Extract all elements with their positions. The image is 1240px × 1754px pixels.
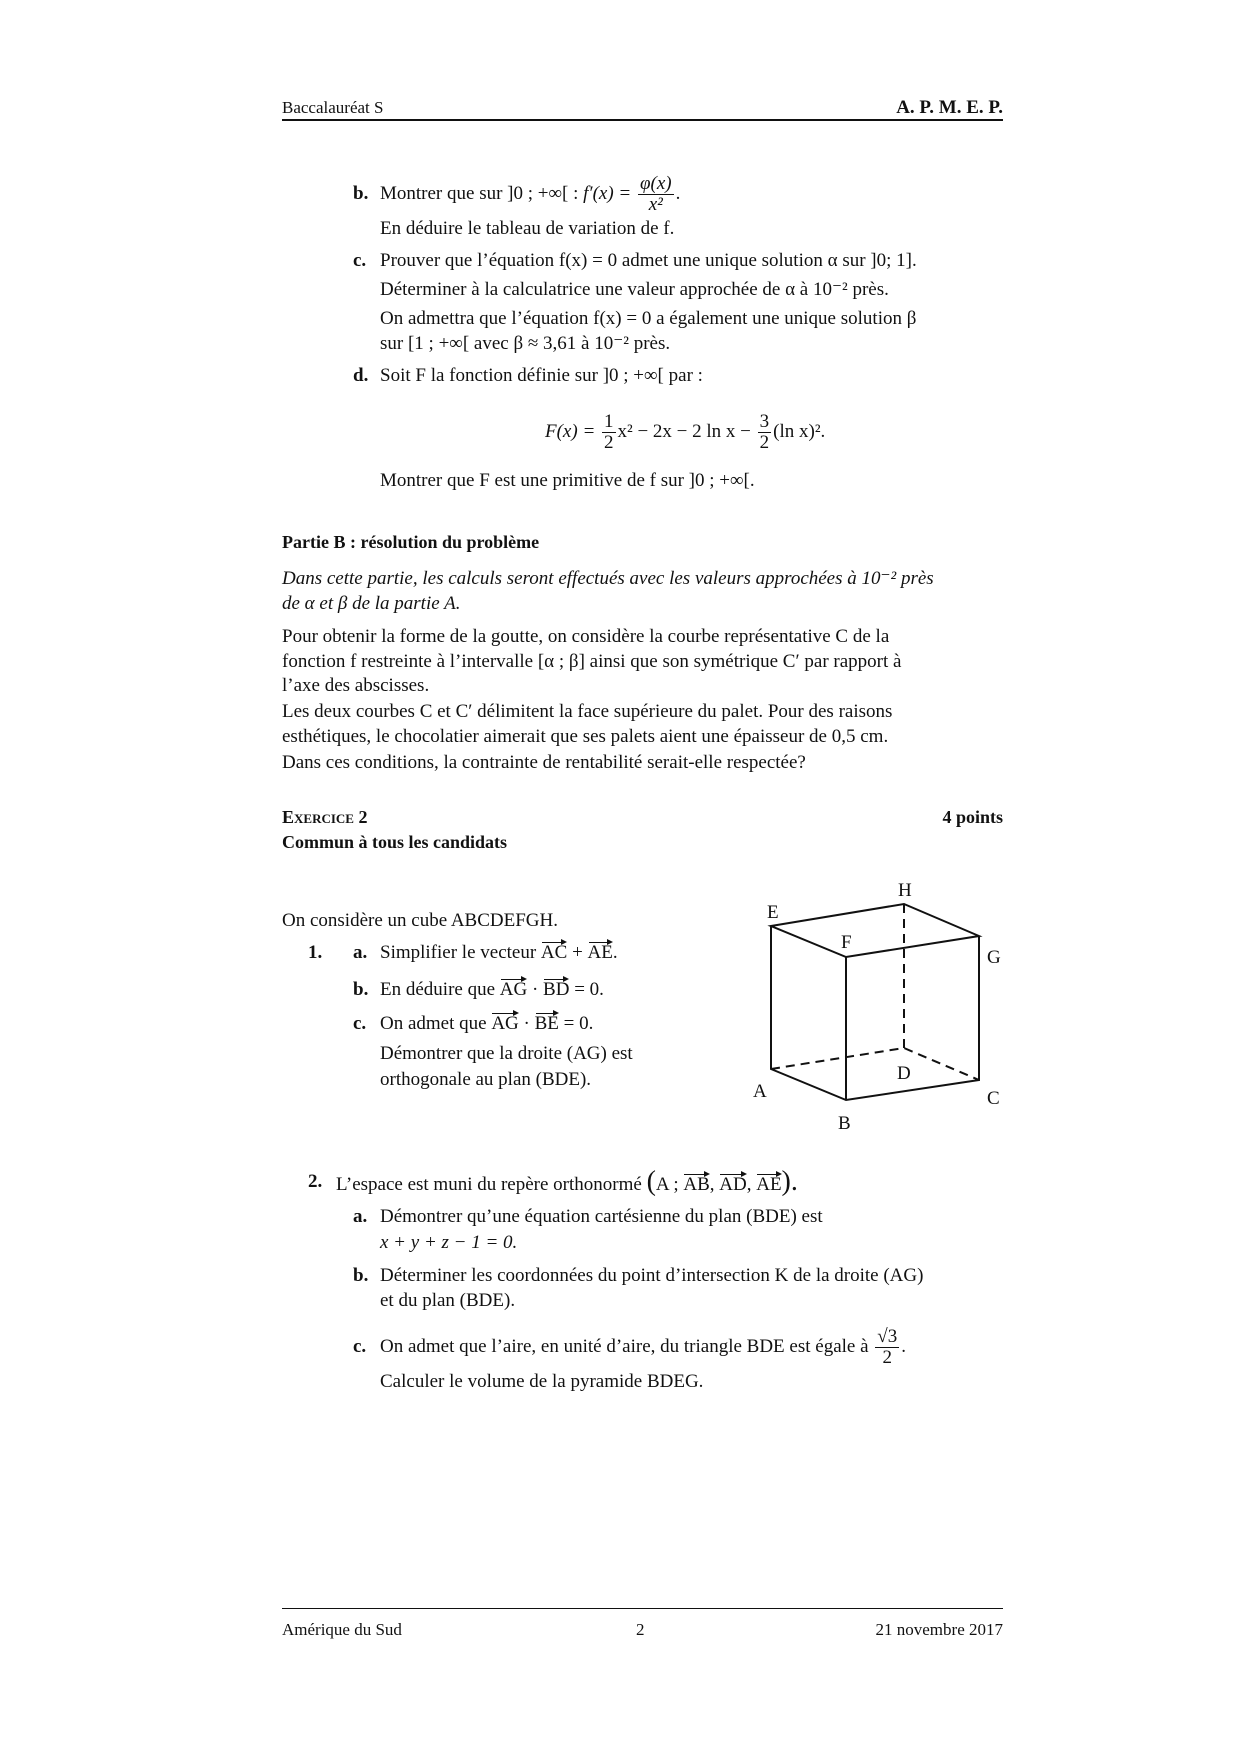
text: Simplifier le vecteur bbox=[380, 942, 541, 963]
text: . bbox=[612, 942, 618, 963]
text: (ln x)². bbox=[773, 421, 826, 442]
question-c-line1: Prouver que l’équation f(x) = 0 admet une unique solution α sur ]0; 1]. bbox=[380, 250, 917, 271]
partB-text: l’axe des abscisses. bbox=[282, 675, 430, 696]
q2a-line1: Démontrer qu’une équation cartésienne du plan (BDE) est bbox=[380, 1206, 823, 1227]
item-label-c: c. bbox=[353, 1013, 367, 1034]
q2c-line2: Calculer le volume de la pyramide BDEG. bbox=[380, 1371, 704, 1392]
text: ). bbox=[781, 1166, 798, 1197]
text: . bbox=[675, 183, 681, 204]
cube-label-E: E bbox=[767, 902, 779, 923]
exercise-points: 4 points bbox=[942, 807, 1003, 827]
header-right: A. P. M. E. P. bbox=[896, 97, 1003, 118]
q1c-line3: orthogonale au plan (BDE). bbox=[380, 1069, 592, 1090]
vector: AG bbox=[491, 1013, 519, 1034]
q2b-line2: et du plan (BDE). bbox=[380, 1290, 516, 1311]
q2b-line1: Déterminer les coordonnées du point d’intersection K de la droite (AG) bbox=[380, 1265, 924, 1286]
cube-label-B: B bbox=[838, 1113, 851, 1134]
q2a-equation: x + y + z − 1 = 0. bbox=[380, 1232, 518, 1253]
question-number-1: 1. bbox=[308, 942, 323, 963]
denominator: 2 bbox=[604, 432, 614, 454]
partB-text: Pour obtenir la forme de la goutte, on considère la courbe représentative C de la bbox=[282, 626, 890, 647]
question-b-line2: En déduire le tableau de variation de f. bbox=[380, 218, 675, 239]
cube-label-D: D bbox=[897, 1063, 911, 1084]
item-label-b: b. bbox=[353, 979, 369, 1000]
numerator: φ(x) bbox=[639, 173, 672, 195]
header-left: Baccalauréat S bbox=[282, 98, 384, 117]
question-d-line2: Montrer que F est une primitive de f sur ]0 ; +∞[. bbox=[380, 470, 755, 491]
question-c-line2: Déterminer à la calculatrice une valeur approchée de α à 10⁻² près. bbox=[380, 279, 889, 300]
text: A ; bbox=[655, 1174, 684, 1195]
vector: AE bbox=[756, 1174, 782, 1195]
text: En déduire que bbox=[380, 979, 500, 1000]
vector: AB bbox=[683, 1174, 710, 1195]
q2c bbox=[380, 1323, 906, 1371]
partB-text: esthétiques, le chocolatier aimerait que ses palets aient une épaisseur de 0,5 cm. bbox=[282, 726, 889, 747]
footer-rule bbox=[282, 1608, 1003, 1609]
text: , bbox=[746, 1174, 757, 1195]
vector: AE bbox=[587, 942, 613, 963]
partB-intro-2: de α et β de la partie A. bbox=[282, 593, 461, 614]
footer-left: Amérique du Sud bbox=[282, 1620, 402, 1639]
partB-intro-1: Dans cette partie, les calculs seront effectués avec les valeurs approchées à 10⁻² près bbox=[282, 568, 934, 589]
text: · bbox=[518, 1013, 535, 1034]
vector: AC bbox=[540, 942, 568, 963]
item-label-a: a. bbox=[353, 942, 368, 963]
text: F(x) = bbox=[545, 421, 601, 442]
cube-hidden-edges bbox=[771, 904, 979, 1080]
cube-label-F: F bbox=[841, 932, 852, 953]
text: + bbox=[567, 942, 588, 963]
item-label-c: c. bbox=[353, 1336, 367, 1357]
cube-label-G: G bbox=[987, 947, 1001, 968]
question-c-line3: On admettra que l’équation f(x) = 0 a également une unique solution β bbox=[380, 308, 917, 329]
vector: AG bbox=[499, 979, 528, 1000]
exercise-title: Exercice 2 bbox=[282, 807, 368, 827]
text: L’espace est muni du repère orthonormé bbox=[336, 1174, 647, 1195]
exercise-intro: On considère un cube ABCDEFGH. bbox=[282, 910, 558, 931]
partB-text: Les deux courbes C et C′ délimitent la face supérieure du palet. Pour des raisons bbox=[282, 701, 893, 722]
text: On admet que l’aire, en unité d’aire, du triangle BDE est égale à bbox=[380, 1336, 874, 1357]
vector: BE bbox=[534, 1013, 559, 1034]
text: = 0. bbox=[558, 1013, 594, 1034]
item-label-d: d. bbox=[353, 365, 369, 386]
fraction bbox=[875, 1327, 899, 1368]
text: On admet que bbox=[380, 1013, 492, 1034]
cube-label-C: C bbox=[987, 1088, 1000, 1109]
partB-text: fonction f restreinte à l’intervalle [α ; β] ainsi que son symétrique C′ par rapport à bbox=[282, 651, 902, 672]
numerator: √3 bbox=[877, 1326, 898, 1348]
question-d-line1: Soit F la fonction définie sur ]0 ; +∞[ par : bbox=[380, 365, 703, 386]
vector: BD bbox=[543, 979, 570, 1000]
text: . bbox=[901, 1336, 906, 1357]
question-c-line4: sur [1 ; +∞[ avec β ≈ 3,61 à 10⁻² près. bbox=[380, 333, 671, 354]
partB-title: Partie B : résolution du problème bbox=[282, 532, 540, 552]
text: , bbox=[709, 1174, 720, 1195]
denominator: x² bbox=[648, 194, 663, 216]
page-number: 2 bbox=[636, 1620, 645, 1639]
partB-text: Dans ces conditions, la contrainte de rentabilité serait-elle respectée? bbox=[282, 752, 806, 773]
text: Montrer que sur ]0 ; +∞[ : bbox=[380, 183, 584, 204]
q1c-line2: Démontrer que la droite (AG) est bbox=[380, 1043, 633, 1064]
text: x² − 2x − 2 ln x − bbox=[617, 421, 756, 442]
denominator: 2 bbox=[882, 1347, 892, 1369]
footer-right: 21 novembre 2017 bbox=[875, 1620, 1003, 1639]
denominator: 2 bbox=[759, 432, 770, 454]
item-label-b: b. bbox=[353, 183, 369, 204]
numerator: 1 bbox=[604, 411, 614, 433]
formula: f′(x) = bbox=[583, 183, 636, 204]
vector: AD bbox=[719, 1174, 747, 1195]
cube-label-H: H bbox=[898, 880, 912, 901]
question-number-2: 2. bbox=[308, 1171, 323, 1192]
exercise-subtitle: Commun à tous les candidats bbox=[282, 832, 508, 852]
cube-label-A: A bbox=[753, 1081, 767, 1102]
text: · bbox=[527, 979, 544, 1000]
item-label-b: b. bbox=[353, 1265, 369, 1286]
q2-intro bbox=[336, 1166, 798, 1197]
item-label-a: a. bbox=[353, 1206, 368, 1227]
item-label-c: c. bbox=[353, 250, 367, 271]
cube-top-face bbox=[771, 904, 979, 957]
numerator: 3 bbox=[759, 411, 770, 433]
text: ( bbox=[646, 1166, 656, 1197]
text: = 0. bbox=[569, 979, 604, 1000]
